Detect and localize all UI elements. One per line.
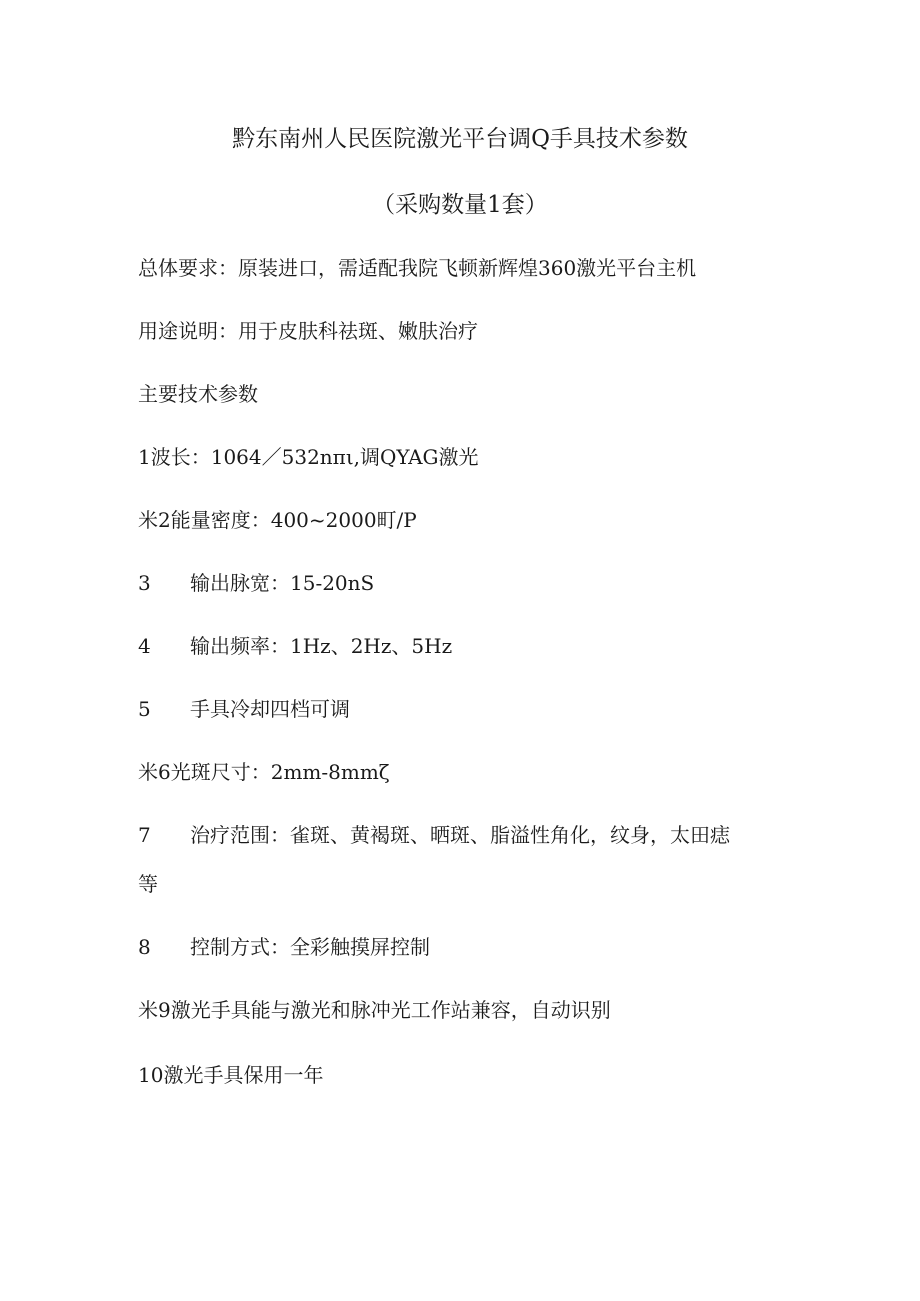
param-text: 控制方式：全彩触摸屏控制: [190, 935, 430, 959]
usage-description: 用途说明：用于皮肤科祛斑、嫩肤治疗: [138, 319, 478, 343]
param-item: [138, 997, 611, 1023]
document-subtitle: （采购数量1套）: [372, 192, 548, 218]
param-item: [138, 1062, 323, 1088]
param-item: [138, 444, 479, 470]
param-text: 输出频率：1Hz、2Hz、5Hz: [190, 634, 453, 658]
general-requirement: 总体要求：原装进口，需适配我院飞顿新辉煌360激光平台主机: [138, 256, 697, 280]
param-item: [138, 934, 430, 960]
param-number: 3: [138, 571, 151, 595]
param-number: 8: [138, 935, 151, 959]
param-continuation: 等: [138, 872, 158, 896]
param-text: 输出脉宽：15-20nS: [190, 571, 375, 595]
section-heading: 主要技术参数: [138, 382, 258, 406]
param-text: 10激光手具保用一年: [138, 1063, 324, 1087]
param-number: 4: [138, 634, 151, 658]
param-text: 手具冷却四档可调: [190, 697, 350, 721]
param-text: 米6光斑尺寸：2mm-8mmζ: [138, 760, 390, 784]
param-number: 7: [138, 823, 151, 847]
param-text: 1波长：1064／532nπι,调QYAG激光: [138, 445, 479, 469]
document-title: 黔东南州人民医院激光平台调Q手具技术参数: [232, 126, 688, 152]
param-item: [138, 633, 452, 659]
param-text: 治疗范围：雀斑、黄褐斑、晒斑、脂溢性角化，纹身，太田痣: [190, 823, 730, 847]
param-text: 米9激光手具能与激光和脉冲光工作站兼容，自动识别: [138, 998, 611, 1022]
param-item: [138, 570, 374, 596]
param-item: [138, 696, 350, 722]
param-number: 5: [138, 697, 151, 721]
param-item: [138, 759, 390, 785]
param-text: 米2能量密度：400~2000町/P: [138, 508, 417, 532]
param-item: [138, 507, 417, 533]
param-item: [138, 822, 730, 848]
